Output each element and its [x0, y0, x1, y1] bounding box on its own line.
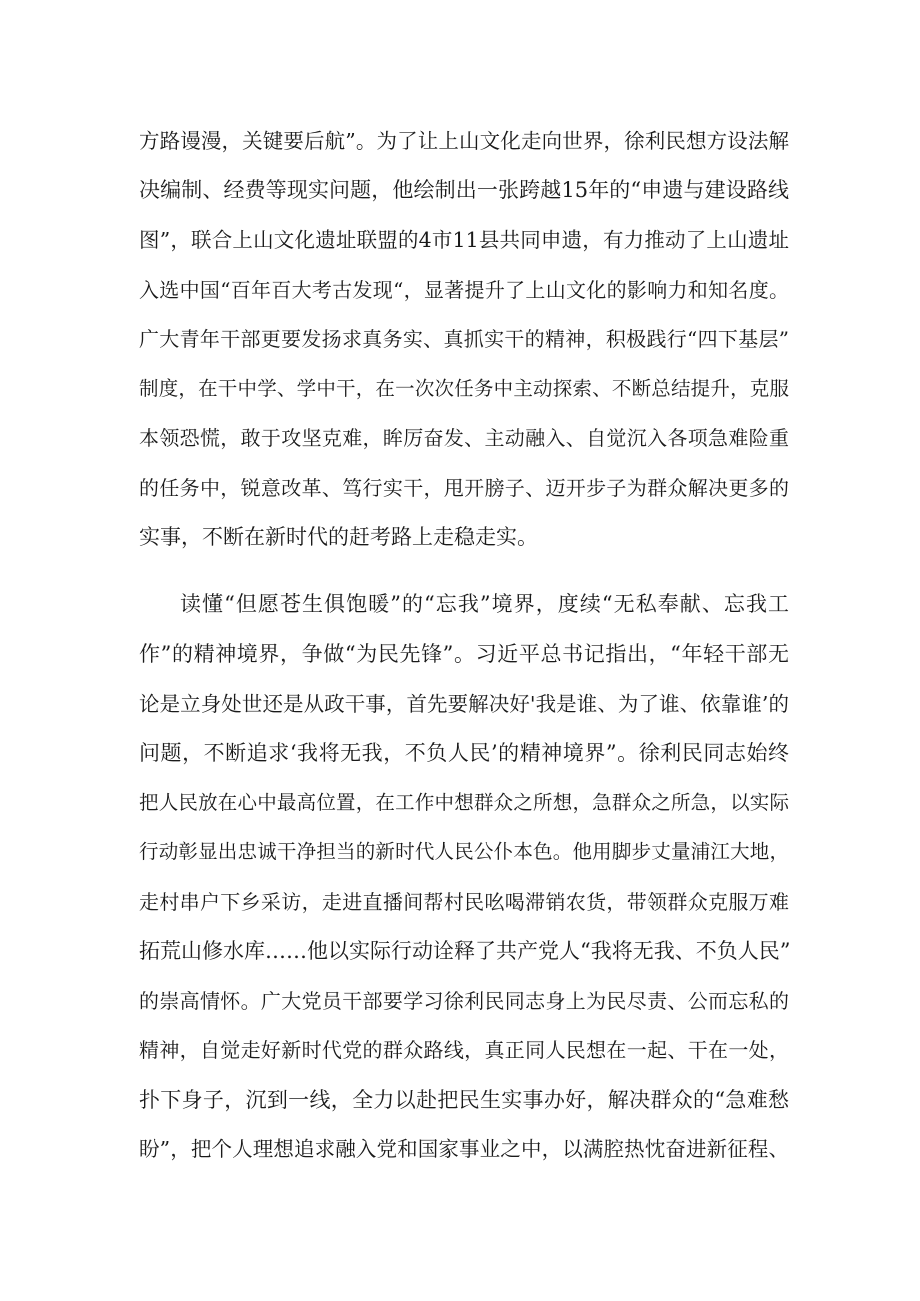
text-line: 入选中国“百年百大考古发现“，显著提升了上山文化的影响力和知名度。 — [139, 278, 789, 302]
text-line: 的崇高情怀。广大党员干部要学习徐利民同志身上为民尽责、公而忘私的 — [139, 989, 789, 1013]
text-line: 图”，联合上山文化遗址联盟的4市11县共同申遗，有力推动了上山遗址 — [139, 228, 789, 252]
text-line: 行动彰显出忠诚干净担当的新时代人民公仆本色。他用脚步丈量浦江大地， — [139, 840, 789, 863]
text-line: 本领恐慌，敢于攻坚克难，眸厉奋发、主动融入、自觉沉入各项急难险重 — [139, 426, 789, 450]
paragraph-first-line: 读懂“但愿苍生俱饱暖”的“忘我”境界，度续“无私奉献、忘我工 — [180, 592, 789, 616]
text-line: 决编制、经费等现实问题，他绘制出一张跨越15年的“申遗与建设路线 — [139, 178, 789, 202]
text-line: 作”的精神境界，争做“为民先锋”。习近平总书记指出，“年轻干部无 — [139, 642, 789, 666]
text-line: 广大青年干部更要发扬求真务实、真抓实干的精神，积极践行“四下基层” — [139, 327, 789, 351]
text-line: 问题，不断追求‘我将无我，不负人民’的精神境界”。徐利民同志始终 — [139, 741, 789, 765]
text-line: 盼”，把个人理想追求融入党和国家事业之中，以满腔热忱奋进新征程、 — [139, 1137, 789, 1161]
text-line: 拓荒山修水库……他以实际行动诠释了共产党人“我将无我、不负人民” — [139, 939, 791, 963]
text-line: 论是立身处世还是从政干事，首先要解决好'我是谁、为了谁、依靠谁’的 — [139, 692, 789, 716]
text-line: 走村串户下乡采访，走进直播间帮村民吆喝滞销农货，带领群众克服万难 — [139, 890, 789, 914]
text-line: 把人民放在心中最高位置，在工作中想群众之所想，急群众之所急，以实际 — [139, 791, 789, 814]
text-line: 制度，在干中学、学中干，在一次次任务中主动探索、不断总结提升，克服 — [139, 377, 789, 400]
text-line: 的任务中，锐意改革、笃行实干，甩开膀子、迈开步子为群众解决更多的 — [139, 476, 789, 500]
text-line: 实事，不断在新时代的赶考路上走稳走实。 — [139, 525, 538, 549]
text-line: 精神，自觉走好新时代党的群众路线，真正同人民想在一起、干在一处， — [139, 1038, 789, 1062]
text-line: 扑下身子，沉到一线，全力以赴把民生实事办好，解决群众的“急难愁 — [139, 1088, 789, 1112]
text-line: 方路谩漫，关键要后航”。为了让上山文化走向世界，徐利民想方设法解 — [139, 129, 789, 153]
